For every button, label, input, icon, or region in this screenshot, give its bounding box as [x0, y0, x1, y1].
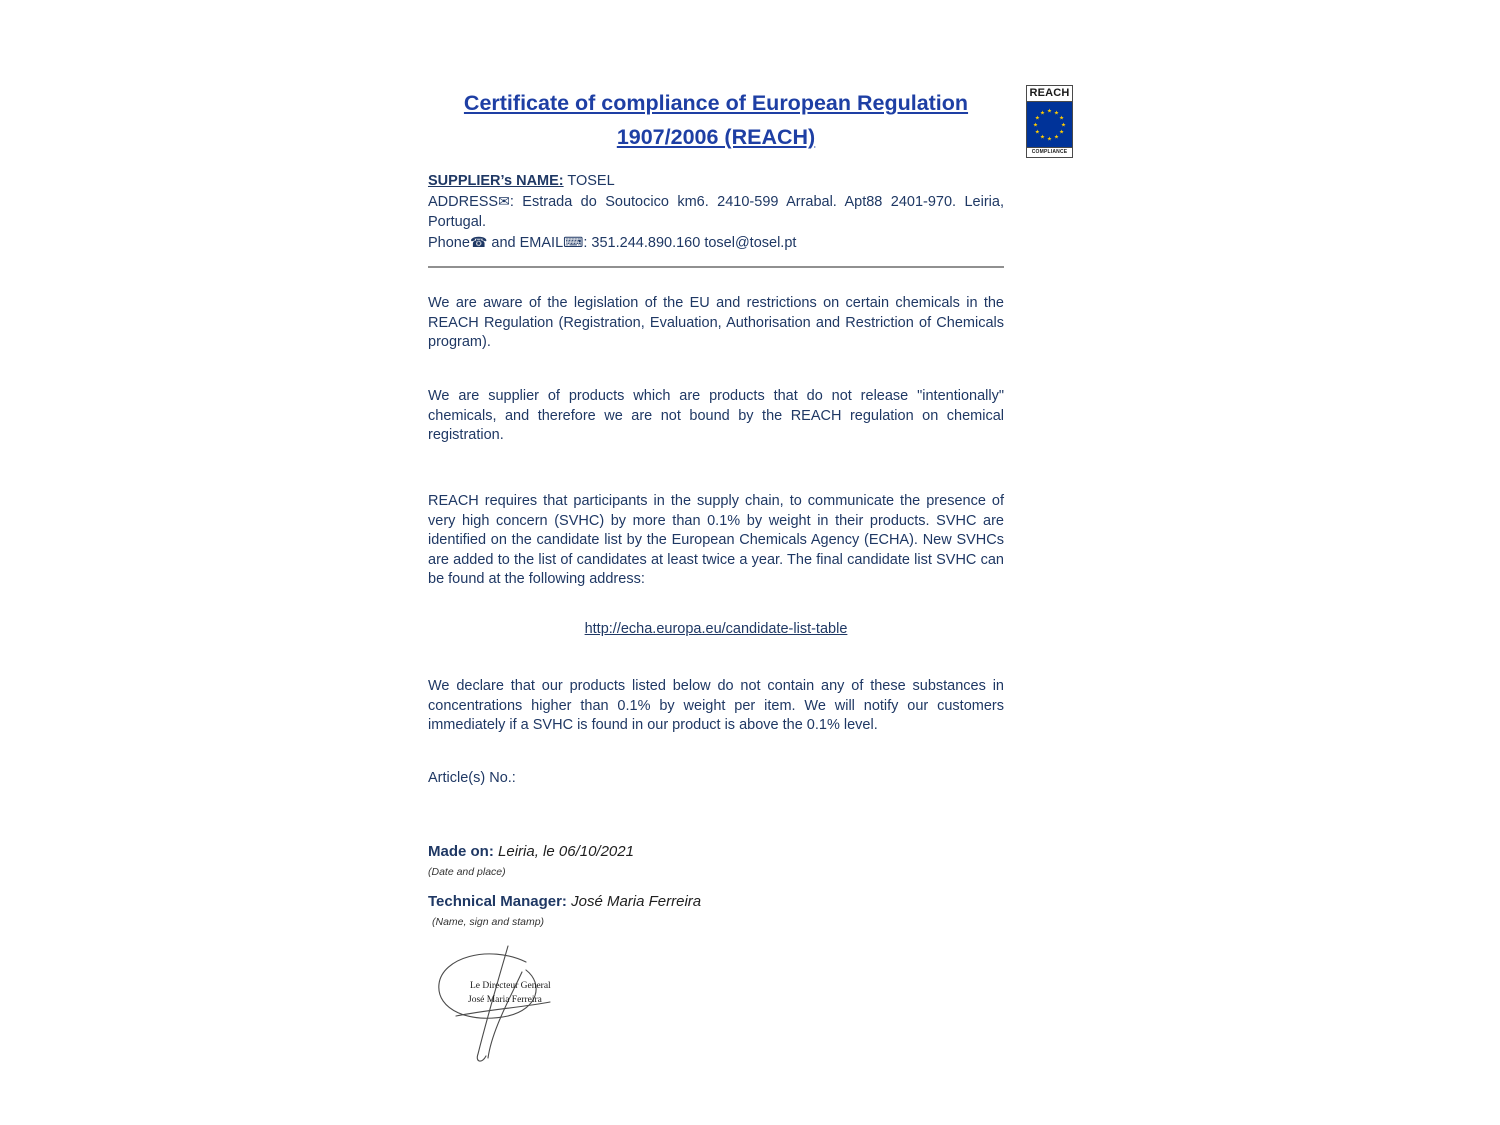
- paragraph-awareness: We are aware of the legislation of the EU and restrictions on certain chemicals in the REACH Regulation (Registration, Evaluation, Authorisation and Restriction of Chemicals program).: [428, 295, 1004, 350]
- page-title-line1: Certificate of compliance of European Regulation: [463, 91, 969, 115]
- svg-text:★: ★: [1047, 136, 1052, 143]
- made-on-date: 06/10/2021: [558, 843, 634, 860]
- svg-text:★: ★: [1033, 122, 1038, 129]
- supplier-name-label: SUPPLIER’s NAME:: [428, 173, 564, 189]
- reach-logo-label: REACH: [1027, 86, 1072, 102]
- svg-text:★: ★: [1040, 134, 1045, 141]
- made-on-place: Leiria, le: [493, 843, 559, 860]
- technical-manager-label: Technical Manager:: [428, 893, 567, 910]
- signature-block: [428, 942, 608, 1072]
- svg-text:★: ★: [1054, 110, 1059, 117]
- page-title-line2: 1907/2006 (REACH): [616, 125, 816, 149]
- eu-flag-stars-icon: [1027, 102, 1072, 147]
- supplier-address-row: [428, 191, 1004, 232]
- svg-text:★: ★: [1040, 110, 1045, 117]
- svg-text:★: ★: [1034, 115, 1040, 122]
- paragraph-supplier-status: We are supplier of products which are products that do not release "intentionally" chemicals, and therefore we are not bound by the REACH regulation on chemical registration.: [428, 388, 1004, 443]
- svg-text:★: ★: [1047, 108, 1052, 115]
- svg-text:★: ★: [1059, 129, 1065, 136]
- computer-icon: ⌨: [563, 234, 584, 250]
- reach-logo-caption: COMPLIANCE: [1027, 147, 1072, 157]
- signature-text-line1: Le Directeur General: [470, 981, 551, 991]
- date-place-note: (Date and place): [428, 866, 506, 878]
- paragraph-svhc-requirements: REACH requires that participants in the supply chain, to communicate the presence of very high concern (SVHC) by more than 0.1% by weight in their products. SVHC are identified on the candidate list by the European Chemicals Agency (ECHA). New SVHCs are added to the list of candidates at least twice a year. The final candidate list SVHC can be found at the following address:: [428, 493, 1004, 587]
- phone-label: Phone: [428, 235, 470, 251]
- svg-text:★: ★: [1059, 115, 1065, 122]
- candidate-list-link-row: [428, 621, 1004, 637]
- name-sign-stamp-note: (Name, sign and stamp): [432, 916, 545, 928]
- email-label: and EMAIL: [487, 235, 564, 251]
- paragraph-declaration: We declare that our products listed below do not contain any of these substances in concentrations higher than 0.1% by weight per item. We will notify our customers immediately if a SVHC is found in our product is above the 0.1% level.: [428, 678, 1004, 733]
- svg-text:★: ★: [1061, 122, 1066, 129]
- technical-manager-row: [428, 893, 1004, 910]
- page-title: [428, 86, 1004, 154]
- technical-manager-name: José Maria Ferreira: [566, 893, 702, 910]
- supplier-name-value: TOSEL: [563, 173, 615, 189]
- address-label: ADDRESS: [428, 194, 499, 210]
- supplier-name-row: [428, 171, 1004, 191]
- phone-icon: ☎: [469, 234, 488, 250]
- articles-label: Article(s) No.:: [428, 770, 516, 786]
- address-value: : Estrada do Soutocico km6. 2410-599 Arrabal. Apt88 2401-970. Leiria, Portugal.: [428, 194, 1004, 230]
- signature-scribble-icon: [428, 942, 608, 1072]
- envelope-icon: ✉: [498, 193, 510, 209]
- contact-value: : 351.244.890.160 tosel@tosel.pt: [583, 235, 797, 251]
- svg-text:★: ★: [1054, 134, 1059, 141]
- signature-text-line2: José Maria Ferreira: [468, 995, 542, 1005]
- supplier-info-block: [428, 171, 1004, 253]
- made-on-label: Made on:: [428, 843, 494, 860]
- horizontal-divider: [428, 266, 1004, 268]
- candidate-list-link[interactable]: http://echa.europa.eu/candidate-list-table: [584, 621, 848, 637]
- svg-text:★: ★: [1034, 129, 1040, 136]
- made-on-row: [428, 843, 1004, 860]
- supplier-contact-row: [428, 232, 1004, 253]
- reach-compliance-logo: [1026, 85, 1073, 158]
